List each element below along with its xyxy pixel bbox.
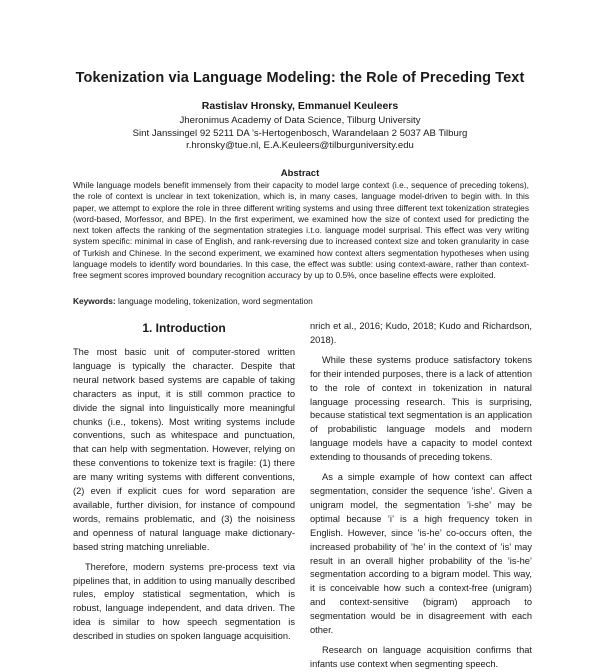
- abstract-text: While language models benefit immensely from their capacity to model large context (i.e., sequence of preceding tokens), the role of context is unclear in text tokenization, which is, in many cases, language model-driven to begin with. In this paper, we attempt to explore the role in three different writing systems and using three different text tokenization strategies (word-based, Morfessor, and BPE). In the first experiment, we examined how the size of context used for predicting the next token affects the ranking of the segmentation strategies i.t.o. language model surprisal. This effect was very writing system specific: minimal in case of English, and rank-reversing due to increased context size and token granularity in case of Turkish and Chinese. In the second experiment, we examined how context alters segmentation hypotheses when using language models to identify word boundaries. In this case, the effect was subtle: using context-aware, rather than context-free segment scores improved boundary recognition accuracy by up to 0.5%, once baseline effects were exploited.: [73, 180, 529, 280]
- paper-title: Tokenization via Language Modeling: the Role of Preceding Text: [75, 70, 525, 86]
- paragraph: nrich et al., 2016; Kudo, 2018; Kudo and Richardson, 2018).: [310, 321, 532, 345]
- paragraph: While these systems produce satisfactory tokens for their intended purposes, there is a lack of attention to the role of context in tokenization in natural language processing research. This is surprising, because statistical text segmentation is an application of probabilistic language models and modern language models have a capacity to model context extending to thousands of preceding tokens.: [310, 354, 532, 463]
- right-column: [310, 320, 532, 669]
- affiliation: Jheronimus Academy of Data Science, Tilburg University: [179, 115, 421, 126]
- keywords-text: language modeling, tokenization, word segmentation: [117, 296, 313, 306]
- postal-address: Sint Janssingel 92 5211 DA ’s-Hertogenbosch, Warandelaan 2 5037 AB Tilburg: [132, 127, 468, 139]
- author-emails: r.hronsky@tue.nl, E.A.Keuleers@tilburguniversity.edu: [186, 140, 414, 151]
- paragraph: Research on language acquisition confirms that infants use context when segmenting speech.: [310, 644, 532, 669]
- left-column: [73, 346, 295, 642]
- keywords-label: Keywords:: [73, 296, 116, 306]
- author-names: Rastislav Hronsky, Emmanuel Keuleers: [201, 100, 399, 112]
- abstract-heading: Abstract: [280, 168, 320, 179]
- section-heading: 1. Introduction: [142, 321, 226, 335]
- paragraph: The most basic unit of computer-stored written language is typically the character. Despite that neural network based systems are capable of taking characters as input, it is still common practice to divide the signal into linguistically more meaningful chunks (i.e., tokens). Most writing systems include conventions, such as whitespace and punctuation, that can help with segmentation. However, relying on these conventions to tokenize text is fragile: (1) there are many writing systems with different conventions, (2) even if explicit cues for word separation are available, further division, for instance of compound words, remains problematic, and (3) the noisiness and openness of natural language make dictionary-based string matching unreliable.: [73, 347, 295, 552]
- keywords-line: [73, 296, 529, 306]
- paragraph: As a simple example of how context can affect segmentation, consider the sequence ’ishe’. Given a unigram model, the segmentation ’i-she’ may be optimal because ’i’ is a high frequency token in English. However, since ’is-he’ co-occurs often, the increased probability of ’he’ in the context of ’is’ may result in an overall higher probability of the ’is-he’ segmentation according to a bigram model. This way, it is conceivable how such a context-free (unigram) and context-sensitive (bigram) approach to segmentation would be in disagreement with each other.: [310, 472, 532, 636]
- paragraph: Therefore, modern systems pre-process text via pipelines that, in addition to using manually described rules, employ statistical segmentation, which is robust, language independent, and data driven. The idea is similar to how speech segmentation is described in studies on spoken language acquisition.: [73, 561, 295, 642]
